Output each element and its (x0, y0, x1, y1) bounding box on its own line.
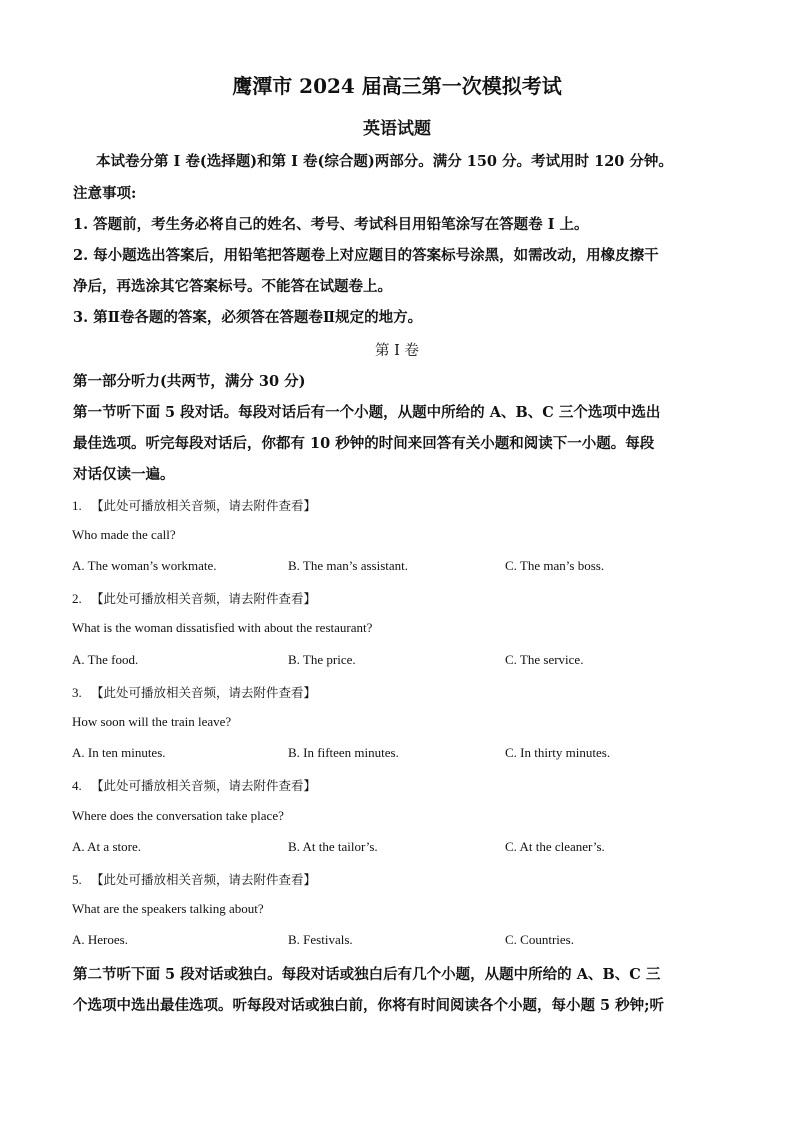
question-number: 4. (72, 778, 82, 793)
question-1-option-b: B. The man’s assistant. (288, 558, 409, 573)
question-2-option-a: A. The food. (72, 652, 139, 667)
question-5-option-b: B. Festivals. (288, 932, 353, 947)
question-4-stem: Where does the conversation take place? (72, 808, 284, 823)
question-5-audio[interactable] (72, 870, 316, 888)
section1-instructions: 第一节听下面 5 段对话。每段对话后有一个小题，从题中所给的 A、B、C 三个选项中选出 (73, 404, 661, 421)
question-number: 1. (72, 498, 82, 513)
question-3-option-b: B. In fifteen minutes. (288, 745, 399, 760)
note-item-2-cont: 净后，再选涂其它答案标号。不能答在试题卷上。 (73, 278, 392, 295)
section2-instructions: 第二节听下面 5 段对话或独白。每段对话或独白后有几个小题，从题中所给的 A、B、C 三 (73, 966, 661, 983)
audio-link[interactable]: 【此处可播放相关音频，请去附件查看】 (91, 685, 317, 700)
question-4-audio[interactable] (72, 776, 316, 794)
subject-title: 英语试题 (363, 119, 431, 139)
question-1-option-a: A. The woman’s workmate. (72, 558, 217, 573)
question-number: 3. (72, 685, 82, 700)
audio-link[interactable]: 【此处可播放相关音频，请去附件查看】 (91, 778, 317, 793)
intro-text: 本试卷分第 I 卷(选择题)和第 I 卷(综合题)两部分。满分 150 分。考试用时 120 分钟。 (96, 153, 673, 170)
note-item-3: 3. 第Ⅱ卷各题的答案，必须答在答题卷Ⅱ规定的地方。 (73, 309, 423, 326)
section1-instructions-3: 对话仅读一遍。 (73, 466, 175, 483)
question-5-stem: What are the speakers talking about? (72, 901, 264, 916)
question-number: 5. (72, 872, 82, 887)
question-5-option-a: A. Heroes. (72, 932, 128, 947)
question-2-option-c: C. The service. (505, 652, 584, 667)
question-3-stem: How soon will the train leave? (72, 714, 232, 729)
question-3-audio[interactable] (72, 683, 316, 701)
audio-link[interactable]: 【此处可播放相关音频，请去附件查看】 (91, 498, 317, 513)
question-2-stem: What is the woman dissatisfied with about the restaurant? (72, 620, 373, 635)
audio-link[interactable]: 【此处可播放相关音频，请去附件查看】 (91, 591, 317, 606)
question-4-option-b: B. At the tailor’s. (288, 839, 378, 854)
question-3-option-a: A. In ten minutes. (72, 745, 166, 760)
question-3-option-c: C. In thirty minutes. (505, 745, 611, 760)
question-1-stem: Who made the call? (72, 527, 176, 542)
part1-heading: 第一部分听力(共两节，满分 30 分) (73, 373, 306, 390)
exam-title: 鹰潭市 2024 届高三第一次模拟考试 (232, 74, 562, 98)
note-item-2: 2. 每小题选出答案后，用铅笔把答题卷上对应题目的答案标号涂黑，如需改动，用橡皮擦干 (73, 247, 659, 264)
audio-link[interactable]: 【此处可播放相关音频，请去附件查看】 (91, 872, 317, 887)
section2-instructions-2: 个选项中选出最佳选项。听每段对话或独白前，你将有时间阅读各个小题，每小题 5 秒钟;听 (73, 997, 665, 1014)
question-number: 2. (72, 591, 82, 606)
question-1-audio[interactable] (72, 496, 316, 514)
question-2-option-b: B. The price. (288, 652, 356, 667)
question-2-audio[interactable] (72, 589, 316, 607)
note-item-1: 1. 答题前，考生务必将自己的姓名、考号、考试科目用铅笔涂写在答题卷 I 上。 (73, 216, 589, 233)
section1-instructions-2: 最佳选项。听完每段对话后，你都有 10 秒钟的时间来回答有关小题和阅读下一小题。每段 (73, 435, 655, 452)
question-4-option-c: C. At the cleaner’s. (505, 839, 605, 854)
question-5-option-c: C. Countries. (505, 932, 574, 947)
question-1-option-c: C. The man’s boss. (505, 558, 605, 573)
notes-heading: 注意事项: (73, 185, 137, 202)
volume-title: 第 I 卷 (375, 343, 419, 359)
question-4-option-a: A. At a store. (72, 839, 141, 854)
